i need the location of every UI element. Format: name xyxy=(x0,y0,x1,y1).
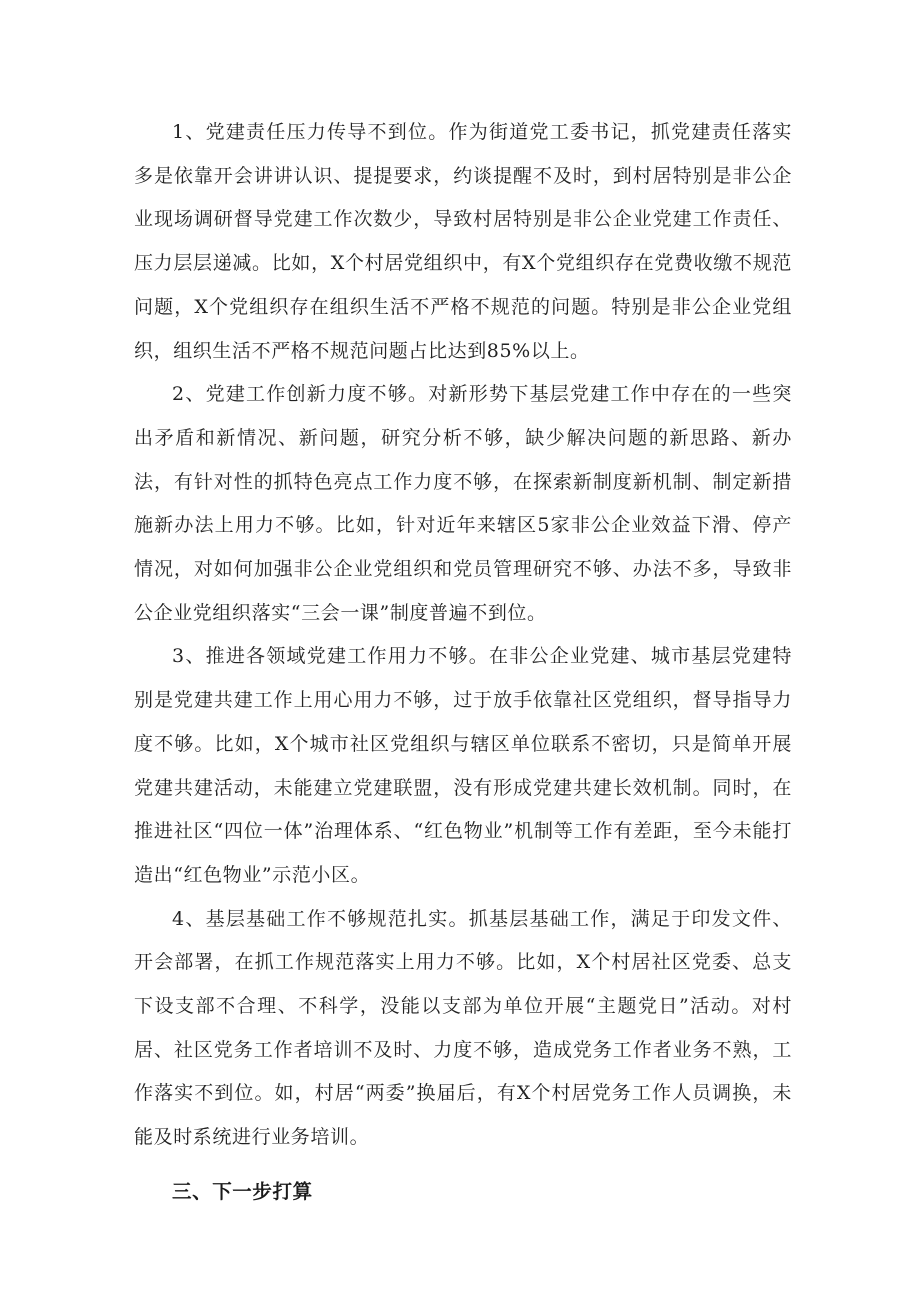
paragraph-2: 2、党建工作创新力度不够。对新形势下基层党建工作中存在的一些突出矛盾和新情况、新问题，研究分析不够，缺少解决问题的新思路、新办法，有针对性的抓特色亮点工作力度不够，在探索新制度新机制、制定新措施新办法上用力不够。比如，针对近年来辖区5家非公企业效益下滑、停产情况，对如何加强非公企业党组织和党员管理研究不够、办法不多，导致非公企业党组织落实“三会一课”制度普遍不到位。 xyxy=(134,383,792,624)
paragraph-3: 3、推进各领域党建工作用力不够。在非公企业党建、城市基层党建特别是党建共建工作上用心用力不够，过于放手依靠社区党组织，督导指导力度不够。比如，X个城市社区党组织与辖区单位联系不密切，只是简单开展党建共建活动，未能建立党建联盟，没有形成党建共建长效机制。同时，在推进社区“四位一体”治理体系、“红色物业”机制等工作有差距，至今未能打造出“红色物业”示范小区。 xyxy=(134,645,792,886)
section-heading: 三、下一步打算 xyxy=(172,1179,313,1203)
paragraph-1: 1、党建责任压力传导不到位。作为街道党工委书记，抓党建责任落实多是依靠开会讲讲认识、提提要求，约谈提醒不及时，到村居特别是非公企业现场调研督导党建工作次数少，导致村居特别是非公企业党建工作责任、压力层层递减。比如，X个村居党组织中，有X个党组织存在党费收缴不规范问题，X个党组织存在组织生活不严格不规范的问题。特别是非公企业党组织，组织生活不严格不规范问题占比达到85%以上。 xyxy=(134,121,792,362)
document-body xyxy=(134,111,792,1213)
paragraph-4: 4、基层基础工作不够规范扎实。抓基层基础工作，满足于印发文件、开会部署，在抓工作规范落实上用力不够。比如，X个村居社区党委、总支下设支部不合理、不科学，没能以支部为单位开展“主题党日”活动。对村居、社区党务工作者培训不及时、力度不够，造成党务工作者业务不熟，工作落实不到位。如，村居“两委”换届后，有X个村居党务工作人员调换，未能及时系统进行业务培训。 xyxy=(134,907,792,1149)
